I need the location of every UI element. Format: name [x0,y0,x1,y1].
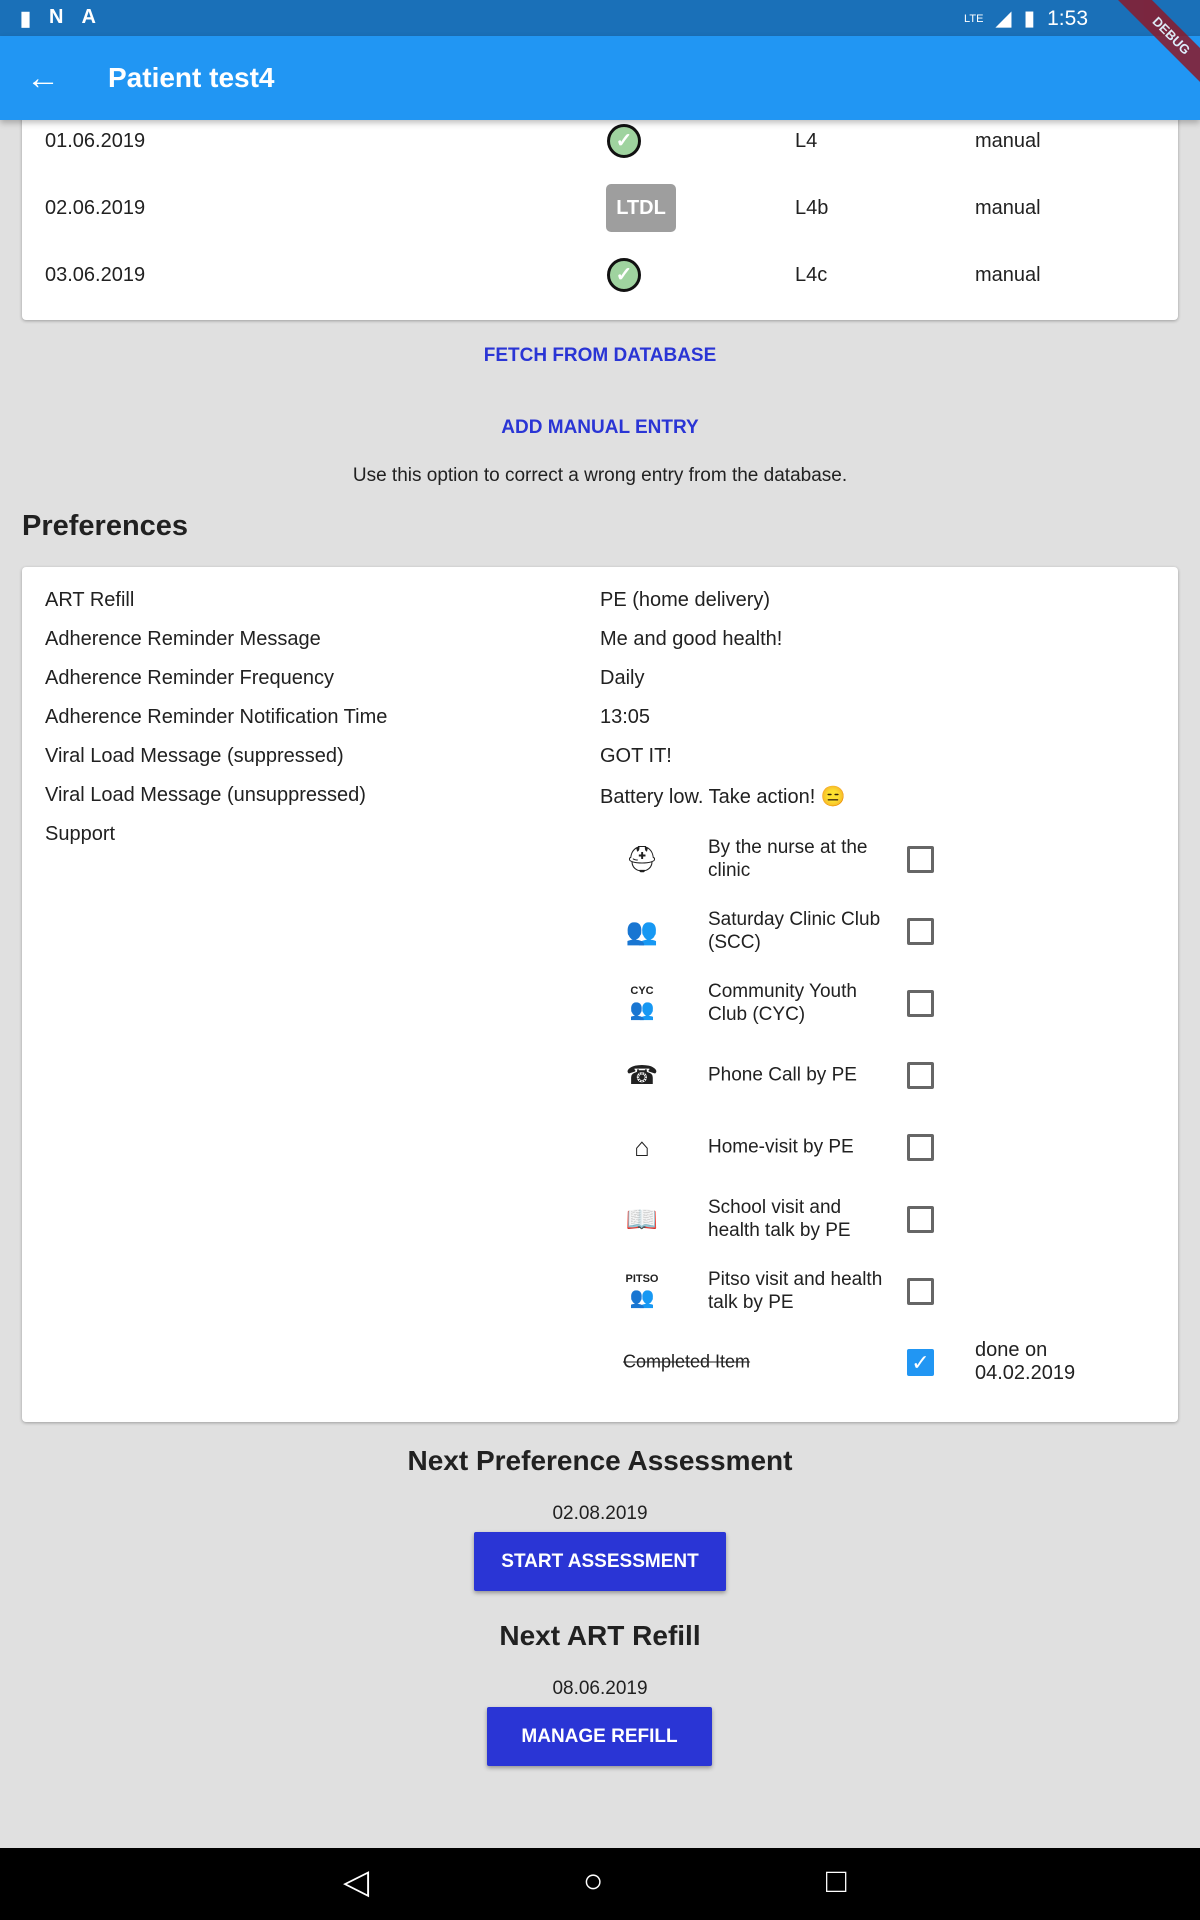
add-manual-hint: Use this option to correct a wrong entry from the database. [352,465,848,486]
history-row [22,255,1178,295]
support-checkbox[interactable] [907,1062,934,1089]
support-option [22,1117,1178,1177]
support-option [22,1189,1178,1249]
next-assessment-heading: Next Preference Assessment [407,1445,793,1476]
pref-label: Adherence Reminder Frequency [45,667,335,689]
support-checkbox[interactable] [907,1134,934,1161]
virus-check-icon: ✓ [607,124,641,158]
back-arrow-icon[interactable]: ← [26,59,60,97]
support-label: Support [45,823,116,845]
history-row [22,188,1178,228]
group-icon: 👥 [629,998,655,1021]
support-checkbox[interactable] [907,918,934,945]
pitso-icon-text: PITSO [625,1272,659,1285]
next-assessment-date: 02.08.2019 [552,1503,648,1524]
nurse-icon: ⛑ [625,844,659,874]
book-icon: 📖 [625,1204,659,1234]
history-level: L4 [795,130,818,152]
completed-item-label: Completed Item [623,1351,751,1372]
done-date: 04.02.2019 [975,1362,1076,1384]
group-icon: 👥 [629,1286,655,1309]
pref-value: Battery low. Take action! 😑 [600,786,846,808]
history-level: L4b [795,197,829,219]
viral-load-history-card [22,90,1178,320]
support-option-label: Phone Call by PE [708,1064,857,1086]
preferences-heading: Preferences [22,510,189,542]
history-source: manual [975,197,1041,219]
clock: 1:53 [1047,6,1088,30]
a-icon: A [81,6,96,28]
home-person-icon: ⌂ [634,1132,650,1162]
pref-value: 13:05 [600,706,651,728]
clinic-group-icon: 👥 [625,916,659,946]
app-bar [0,36,1200,120]
support-option-label: Home-visit by PE [708,1136,854,1158]
cyc-icon-text: CYC [630,984,654,997]
pref-label: Adherence Reminder Message [45,628,321,650]
support-checkbox[interactable] [907,990,934,1017]
fetch-from-database-button[interactable]: FETCH FROM DATABASE [483,345,717,366]
support-checkbox[interactable] [907,1278,934,1305]
history-date: 02.06.2019 [45,197,146,219]
network-label: LTE [964,12,984,25]
pref-value: PE (home delivery) [600,589,771,611]
next-refill-heading: Next ART Refill [499,1620,701,1651]
pref-label: Viral Load Message (suppressed) [45,745,344,767]
preferences-card [22,567,1178,1422]
back-nav-icon[interactable]: ◁ [343,1863,370,1901]
pitso-group-icon [622,1265,662,1317]
next-refill-date: 08.06.2019 [552,1678,648,1699]
support-option-label: Community Youth Club (CYC) [708,981,857,1025]
recents-nav-icon[interactable]: □ [826,1862,847,1900]
pref-value: GOT IT! [600,745,672,767]
pref-label: Adherence Reminder Notification Time [45,706,388,728]
history-source: manual [975,130,1041,152]
pref-label: Viral Load Message (unsuppressed) [45,784,366,806]
ltdl-badge: LTDL [606,184,676,232]
pref-label: ART Refill [45,589,135,611]
done-on-text [975,1339,1075,1385]
support-option-label: By the nurse at the clinic [708,837,868,881]
done-label: done on [975,1339,1048,1361]
support-option [22,1045,1178,1105]
navigation-bar [0,1848,1200,1920]
support-option [22,1261,1178,1321]
status-bar [0,0,1200,36]
start-assessment-button[interactable]: START ASSESSMENT [474,1532,726,1591]
pref-value: Me and good health! [600,628,783,650]
support-option [22,901,1178,961]
signal-icon: ◢ [995,7,1012,30]
home-nav-icon[interactable]: ○ [583,1862,604,1900]
history-source: manual [975,264,1041,286]
sd-card-icon: ▮ [20,8,32,30]
cyc-group-icon [622,977,662,1029]
virus-check-icon: ✓ [607,258,641,292]
history-date: 03.06.2019 [45,264,146,286]
n-icon: N [49,6,64,28]
add-manual-entry-button[interactable]: ADD MANUAL ENTRY [501,417,699,438]
page-title: Patient test4 [108,62,275,93]
support-option [22,829,1178,889]
support-option-label: School visit and health talk by PE [708,1197,851,1241]
history-level: L4c [795,264,828,286]
support-option-label: Saturday Clinic Club (SCC) [708,909,881,953]
completed-item-row [22,1332,1178,1392]
history-date: 01.06.2019 [45,130,146,152]
support-option [22,973,1178,1033]
manage-refill-button[interactable]: MANAGE REFILL [487,1707,712,1766]
phone-person-icon: ☎ [625,1060,659,1090]
pref-value: Daily [600,667,645,689]
debug-banner: DEBUG [1109,0,1200,98]
history-row [22,121,1178,161]
support-option-label: Pitso visit and health talk by PE [708,1269,883,1313]
support-checkbox[interactable] [907,846,934,873]
completed-checkbox[interactable]: ✓ [907,1349,934,1376]
support-checkbox[interactable] [907,1206,934,1233]
battery-icon: ▮ [1023,7,1036,30]
